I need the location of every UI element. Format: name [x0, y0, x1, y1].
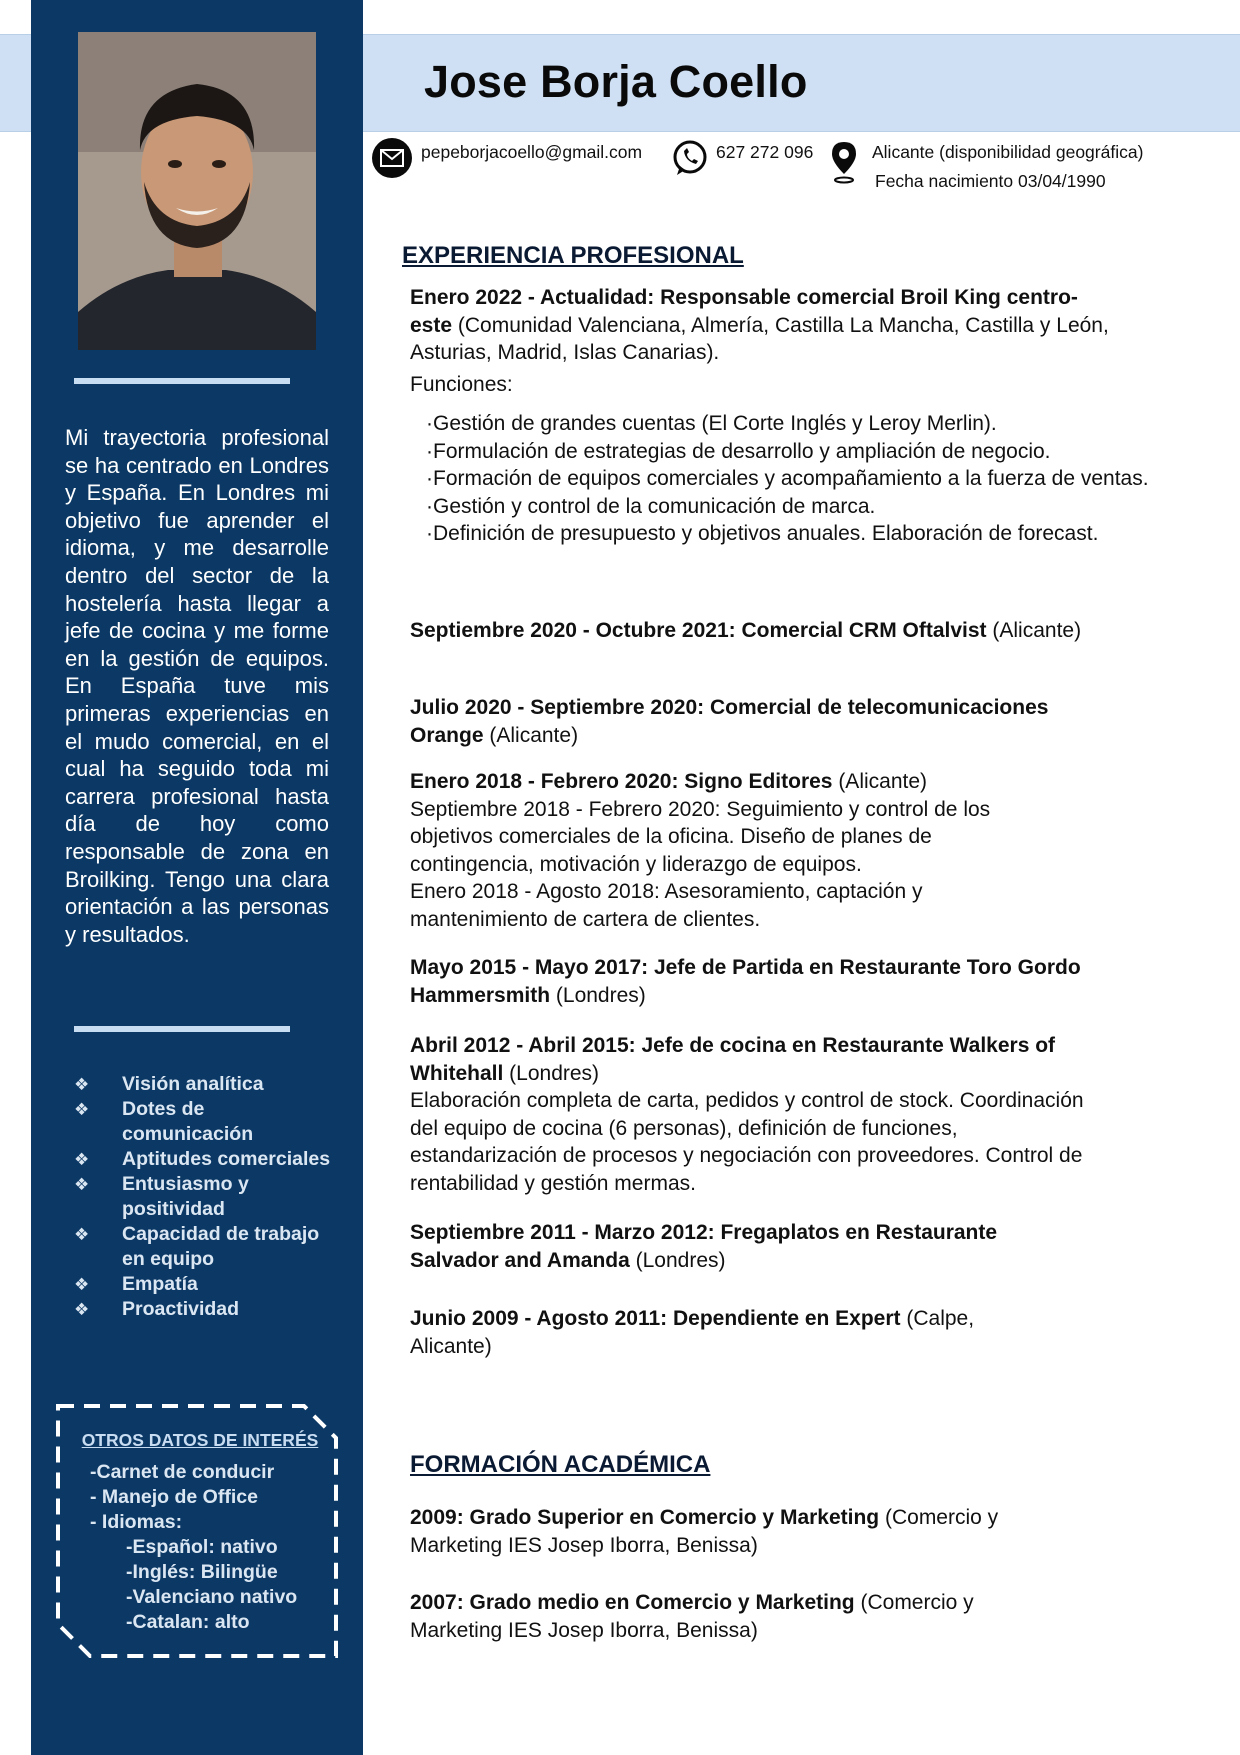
- entry-text: Septiembre 2018 - Febrero 2020: Seguimiento y control de los objetivos comerciales de la oficina. Diseño de planes de contingencia, motivación y liderazgo de equipos.: [410, 797, 991, 876]
- entry-heading: Julio 2020 - Septiembre 2020: Comercial de telecomunicaciones Orange: [410, 696, 1049, 747]
- entry-heading: Abril 2012 - Abril 2015: Jefe de cocina en Restaurante Walkers of Whitehall: [410, 1034, 1056, 1085]
- entry-detail: (Alicante): [986, 619, 1082, 642]
- diamond-bullet-icon: ❖: [74, 1300, 90, 1319]
- experience-entry-4: [410, 768, 1050, 933]
- diamond-bullet-icon: ❖: [74, 1225, 90, 1244]
- diamond-bullet-icon: ❖: [74, 1175, 90, 1194]
- candidate-name: Jose Borja Coello: [424, 56, 808, 107]
- entry-text: Elaboración completa de carta, pedidos y control de stock. Coordinación del equipo de cocina (6 personas), definición de funciones, estandarización de procesos y negociación con proveedores. Control de rentabilidad y gestión mermas.: [410, 1089, 1084, 1195]
- function-item: ·Gestión y control de la comunicación de marca.: [426, 494, 876, 518]
- language-item: -Español: nativo: [126, 1536, 278, 1558]
- contact-phone[interactable]: 627 272 096: [716, 142, 814, 162]
- functions-label: Funciones:: [410, 373, 513, 396]
- entry-heading: Junio 2009 - Agosto 2011: Dependiente en Expert: [410, 1307, 901, 1330]
- entry-heading: Enero 2022 - Actualidad: Responsable comercial Broil King centro-este: [410, 286, 1078, 337]
- contact-birthdate: Fecha nacimiento 03/04/1990: [875, 171, 1106, 191]
- skill-item: ❖ Empatía: [74, 1273, 198, 1295]
- diamond-bullet-icon: ❖: [74, 1150, 90, 1169]
- experience-entry-8: [410, 1305, 1050, 1360]
- education-title: FORMACIÓN ACADÉMICA: [410, 1451, 711, 1478]
- experience-entry-7: [410, 1219, 1090, 1274]
- skill-item: ❖ Capacidad de trabajo en equipo: [74, 1223, 320, 1270]
- profile-photo: [78, 32, 316, 350]
- entry-detail: (Londres): [550, 983, 646, 1007]
- contact-email[interactable]: pepeborjacoello@gmail.com: [421, 142, 643, 162]
- function-item: ·Definición de presupuesto y objetivos anuales. Elaboración de forecast.: [426, 522, 1099, 545]
- other-info-box: [54, 1400, 340, 1660]
- diamond-bullet-icon: ❖: [74, 1100, 90, 1119]
- other-info-title: OTROS DATOS DE INTERÉS: [81, 1430, 319, 1450]
- function-item: ·Formación de equipos comerciales y acompañamiento a la fuerza de ventas.: [426, 467, 1149, 490]
- whatsapp-icon: [672, 139, 708, 182]
- diamond-bullet-icon: ❖: [74, 1275, 90, 1294]
- experience-entry-3: [410, 694, 1050, 749]
- function-item: ·Gestión de grandes cuentas (El Corte Inglés y Leroy Merlin).: [426, 412, 997, 435]
- language-item: -Catalan: alto: [126, 1611, 250, 1633]
- contact-location: Alicante (disponibilidad geográfica): [872, 142, 1144, 162]
- entry-detail: (Comercio y Marketing IES Josep Iborra, Benissa): [410, 1506, 999, 1557]
- sidebar-divider-top: [74, 378, 290, 384]
- location-pin-icon: [830, 140, 858, 189]
- skill-item: ❖ Aptitudes comerciales: [74, 1148, 331, 1170]
- experience-entry-2: [410, 617, 1090, 645]
- skill-item: ❖ Entusiasmo y positividad: [74, 1173, 249, 1220]
- entry-detail: (Calpe, Alicante): [410, 1307, 975, 1358]
- entry-heading: Mayo 2015 - Mayo 2017: Jefe de Partida en Restaurante Toro Gordo Hammersmith: [410, 956, 1081, 1007]
- email-icon: [371, 137, 413, 184]
- experience-entry-5: [410, 954, 1090, 1009]
- skill-item: ❖ Dotes de comunicación: [74, 1098, 254, 1145]
- entry-text: Enero 2018 - Agosto 2018: Asesoramiento, captación y mantenimiento de cartera de clientes.: [410, 880, 923, 931]
- experience-entry-1: [410, 284, 1110, 367]
- skills-list: [70, 1072, 340, 1322]
- experience-title: EXPERIENCIA PROFESIONAL: [402, 242, 744, 269]
- education-entry-2: [410, 1589, 1070, 1644]
- entry-detail: (Alicante): [483, 723, 579, 747]
- functions-list: [426, 410, 1166, 548]
- education-entry-1: [410, 1504, 1070, 1559]
- entry-detail: (Comunidad Valenciana, Almería, Castilla La Mancha, Castilla y León, Asturias, Madrid, Islas Canarias).: [410, 313, 1109, 364]
- sidebar-divider-bottom: [74, 1026, 290, 1032]
- skill-item: ❖ Visión analítica: [74, 1073, 264, 1095]
- diamond-bullet-icon: ❖: [74, 1075, 90, 1094]
- other-info-item: - Idiomas:: [90, 1511, 183, 1533]
- other-info-list: [90, 1460, 297, 1635]
- function-item: ·Formulación de estrategias de desarrollo y ampliación de negocio.: [426, 439, 1051, 463]
- other-info-item: -Carnet de conducir: [90, 1461, 275, 1483]
- language-item: -Valenciano nativo: [126, 1586, 298, 1608]
- entry-heading: Enero 2018 - Febrero 2020: Signo Editores: [410, 770, 833, 793]
- entry-detail: (Londres): [503, 1061, 600, 1085]
- entry-heading: Septiembre 2020 - Octubre 2021: Comercial CRM Oftalvist: [410, 619, 987, 642]
- entry-detail: (Comercio y Marketing IES Josep Iborra, Benissa): [410, 1591, 974, 1642]
- entry-detail: (Alicante): [832, 770, 928, 793]
- entry-heading: 2009: Grado Superior en Comercio y Marketing: [410, 1506, 880, 1529]
- experience-entry-6: [410, 1032, 1090, 1197]
- skill-item: ❖ Proactividad: [74, 1298, 240, 1320]
- entry-detail: (Londres): [629, 1248, 726, 1272]
- profile-summary: Mi trayectoria profesional se ha centrado en Londres y España. En Londres mi objetivo fue aprender el idioma, y me desarrolle dentro del sector de la hostelería hasta llegar a jefe de cocina y me forme en la gestión de equipos. En España tuve mis primeras experiencias en el mudo comercial, en el cual ha seguido toda mi carrera profesional hasta día de hoy como responsable de zona en Broilking. Tengo una clara orientación a las personas y resultados.: [65, 425, 329, 947]
- other-info-item: - Manejo de Office: [90, 1486, 258, 1508]
- language-item: -Inglés: Bilingüe: [126, 1561, 278, 1583]
- entry-heading: Septiembre 2011 - Marzo 2012: Fregaplatos en Restaurante Salvador and Amanda: [410, 1221, 998, 1272]
- entry-heading: 2007: Grado medio en Comercio y Marketing: [410, 1591, 855, 1614]
